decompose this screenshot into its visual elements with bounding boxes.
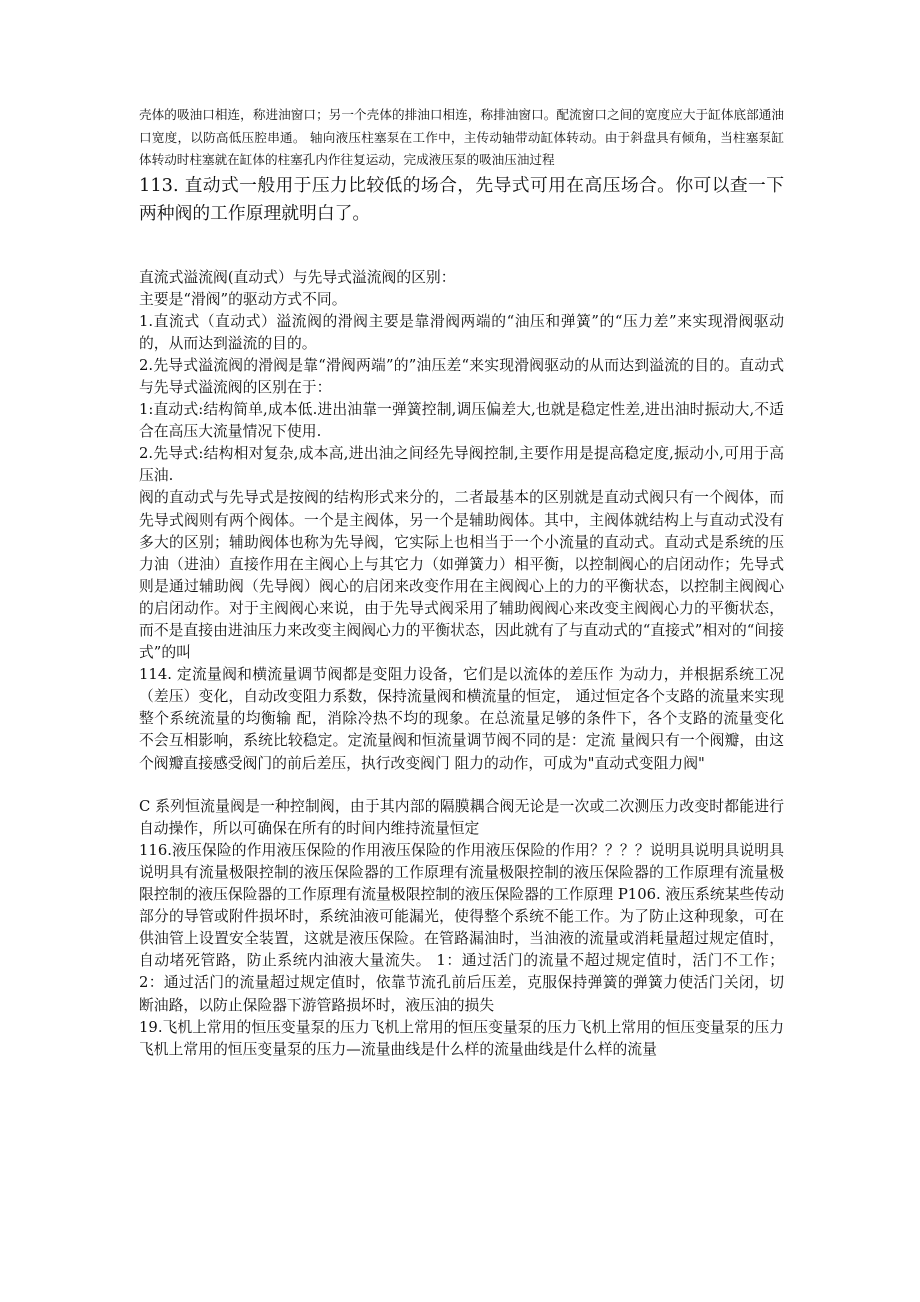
paragraph-structure-explanation: 阀的直动式与先导式是按阀的结构形式来分的，二者最基本的区别就是直动式阀只有一个阀体，而先导式阀则有两个阀体。一个是主阀体，另一个是辅助阀体。其中，主阀体就结构上与直动式没有多大的区别；辅助阀体也称为先导阀，它实际上也相当于一个小流量的直动式。直动式是系统的压力油（进油）直接作用在主阀心上与其它力（如弹簧力）相平衡，以控制阀心的启闭动作；先导式则是通过辅助阀（先导阀）阀心的启闭来改变作用在主阀阀心上的力的平衡状态，以控制主阀阀心的启闭动作。对于主阀阀心来说，由于先导式阀采用了辅助阀阀心来改变主阀阀心力的平衡状态，而不是直接由进油压力来改变主阀阀心力的平衡状态，因此就有了与直动式的“直接式”相对的“间接式”的叫 [139, 489, 784, 662]
paragraph-direct-type: 1.直流式（直动式）溢流阀的滑阀主要是靠滑阀两端的“油压和弹簧”的“压力差”来实现滑阀驱动的，从而达到溢流的目的。 [139, 312, 784, 352]
paragraph-pilot-type: 2.先导式溢流阀的滑阀是靠“滑阀两端”的”油压差“来实现滑阀驱动的从而达到溢流的目的。直动式与先导式溢流阀的区别在于： [139, 356, 784, 396]
paragraph-c-series-valve: C 系列恒流量阀是一种控制阀，由于其内部的隔膜耦合阀无论是一次或二次测压力改变时都能进行自动操作，所以可确保在所有的时间内维持流量恒定 [139, 797, 784, 837]
question-114: 114. 定流量阀和横流量调节阀都是变阻力设备，它们是以流体的差压作 为动力，并根据系统工况（差压）变化，自动改变阻力系数，保持流量阀和横流量的恒定， 通过恒定各个支路的流量来实现整个系统流量的均衡输 配，消除冷热不均的现象。在总流量足够的条件下，各个支路的流量变化 不会互相影响，系统比较稳定。定流量阀和恒流量调节阀不同的是：定流 量阀只有一个阀瓣，由这个阀瓣直接感受阀门的前后差压，执行改变阀门 阻力的动作，可成为"直动式变阻力阀" [139, 666, 784, 772]
spacer [139, 775, 784, 796]
spacer [139, 229, 784, 267]
intro-paragraph: 壳体的吸油口相连，称进油窗口；另一个壳体的排油口相连，称排油窗口。配流窗口之间的宽度应大于缸体底部通油口宽度，以防高低压腔串通。 轴向液压柱塞泵在工作中，主传动轴带动缸体转动。由于斜盘具有倾角，当柱塞泵缸体转动时柱塞就在缸体的柱塞孔内作往复运动，完成液压泵的吸油压油过程 [139, 107, 784, 167]
question-116: 116.液压保险的作用液压保险的作用液压保险的作用液压保险的作用？？？？说明具说明具说明具说明具有流量极限控制的液压保险器的工作原理有流量极限控制的液压保险器的工作原理有流量极限控制的液压保险器的工作原理有流量极限控制的液压保险器的工作原理 P106. 液压系统某些传动部分的导管或附件损坏时，系统油液可能漏光，使得整个系统不能工作。为了防止这种现象，可在供油管上设置安全装置，这就是液压保险。在管路漏油时，当油液的流量或消耗量超过规定值时，自动堵死管路，防止系统内油液大量流失。 1：通过活门的流量不超过规定值时，活门不工作； 2：通过活门的流量超过规定值时，依靠节流孔前后压差，克服保持弹簧的弹簧力使活门关闭，切断油路，以防止保险器下游管路损坏时，液压油的损失 [139, 841, 784, 1014]
paragraph-pilot-features: 2.先导式:结构相对复杂,成本高,进出油之间经先导阀控制,主要作用是提高稳定度,振动小,可用于高压油. [139, 445, 784, 485]
question-113: 113. 直动式一般用于压力比较低的场合，先导式可用在高压场合。你可以查一下两种阀的工作原理就明白了。 [139, 174, 784, 224]
paragraph-heading-difference: 直流式溢流阀(直动式）与先导式溢流阀的区别： [139, 268, 456, 286]
question-19: 19.飞机上常用的恒压变量泵的压力飞机上常用的恒压变量泵的压力飞机上常用的恒压变量泵的压力飞机上常用的恒压变量泵的压力—流量曲线是什么样的流量曲线是什么样的流量 [139, 1018, 785, 1058]
paragraph-main-difference: 主要是“滑阀”的驱动方式不同。 [139, 290, 347, 308]
document-page [139, 104, 784, 1061]
paragraph-direct-features: 1:直动式:结构简单,成本低.进出油靠一弹簧控制,调压偏差大,也就是稳定性差,进出油时振动大,不适合在高压大流量情况下使用. [139, 401, 784, 441]
